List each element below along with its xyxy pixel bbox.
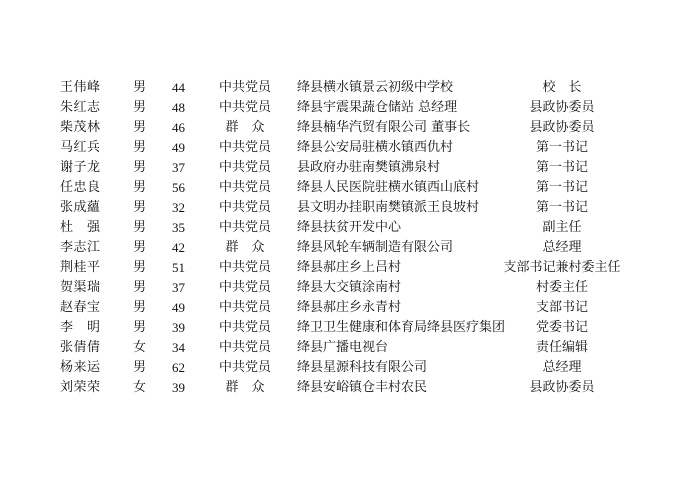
member-age: 44 bbox=[172, 80, 185, 95]
member-gender: 男 bbox=[133, 100, 147, 115]
roster-row bbox=[0, 118, 700, 138]
member-name: 杨来运 bbox=[60, 360, 101, 375]
member-gender: 男 bbox=[133, 80, 147, 95]
member-organization: 绛县大交镇涂南村 bbox=[297, 280, 402, 295]
member-political-status: 中共党员 bbox=[218, 320, 271, 335]
member-age: 46 bbox=[172, 120, 185, 135]
member-name: 谢子龙 bbox=[60, 160, 101, 175]
member-age: 62 bbox=[172, 360, 185, 375]
roster-row bbox=[0, 358, 700, 378]
member-political-status: 群 众 bbox=[225, 240, 265, 255]
member-position: 支部书记 bbox=[535, 300, 588, 315]
member-age: 34 bbox=[172, 340, 185, 355]
roster-row bbox=[0, 198, 700, 218]
member-organization: 绛县广播电视台 bbox=[297, 340, 389, 355]
roster-row bbox=[0, 378, 700, 398]
member-age: 49 bbox=[172, 140, 185, 155]
member-position: 第一书记 bbox=[535, 140, 588, 155]
member-position: 总经理 bbox=[542, 240, 582, 255]
member-organization: 绛县郝庄乡上吕村 bbox=[297, 260, 402, 275]
member-organization: 绛县扶贫开发中心 bbox=[297, 220, 402, 235]
member-age: 56 bbox=[172, 180, 185, 195]
member-gender: 男 bbox=[133, 200, 147, 215]
member-political-status: 中共党员 bbox=[218, 280, 271, 295]
member-political-status: 中共党员 bbox=[218, 360, 271, 375]
member-position: 县政协委员 bbox=[529, 100, 595, 115]
member-gender: 女 bbox=[133, 380, 147, 395]
member-position: 第一书记 bbox=[535, 160, 588, 175]
member-age: 49 bbox=[172, 300, 185, 315]
member-name: 王伟峰 bbox=[60, 80, 101, 95]
member-organization: 绛县风轮车辆制造有限公司 bbox=[297, 240, 454, 255]
member-position: 支部书记兼村委主任 bbox=[503, 260, 621, 275]
member-gender: 男 bbox=[133, 260, 147, 275]
member-age: 32 bbox=[172, 200, 185, 215]
member-age: 42 bbox=[172, 240, 185, 255]
member-age: 51 bbox=[172, 260, 185, 275]
member-political-status: 群 众 bbox=[225, 380, 265, 395]
member-name: 赵春宝 bbox=[60, 300, 101, 315]
member-position: 副主任 bbox=[542, 220, 582, 235]
roster-row bbox=[0, 98, 700, 118]
member-age: 48 bbox=[172, 100, 185, 115]
member-position: 校 长 bbox=[542, 80, 582, 95]
roster-row bbox=[0, 238, 700, 258]
member-position: 县政协委员 bbox=[529, 120, 595, 135]
roster-row bbox=[0, 298, 700, 318]
member-position: 第一书记 bbox=[535, 180, 588, 195]
member-political-status: 中共党员 bbox=[218, 300, 271, 315]
member-position: 责任编辑 bbox=[535, 340, 588, 355]
member-position: 党委书记 bbox=[535, 320, 588, 335]
member-organization: 绛县公安局驻横水镇西仇村 bbox=[297, 140, 454, 155]
member-organization: 绛县宇震果蔬仓储站 总经理 bbox=[297, 100, 458, 115]
member-gender: 男 bbox=[133, 300, 147, 315]
member-name: 李 明 bbox=[60, 320, 101, 335]
member-organization: 绛县横水镇景云初级中学校 bbox=[297, 80, 454, 95]
member-political-status: 群 众 bbox=[225, 120, 265, 135]
member-political-status: 中共党员 bbox=[218, 100, 271, 115]
roster-row bbox=[0, 318, 700, 338]
member-age: 37 bbox=[172, 280, 185, 295]
member-age: 39 bbox=[172, 380, 185, 395]
member-political-status: 中共党员 bbox=[218, 180, 271, 195]
member-gender: 男 bbox=[133, 220, 147, 235]
member-name: 张成蘊 bbox=[60, 200, 101, 215]
roster-row bbox=[0, 138, 700, 158]
member-position: 总经理 bbox=[542, 360, 582, 375]
member-position: 县政协委员 bbox=[529, 380, 595, 395]
member-name: 贺渠瑞 bbox=[60, 280, 101, 295]
member-name: 刘荣荣 bbox=[60, 380, 101, 395]
member-organization: 县政府办驻南樊镇沸泉村 bbox=[297, 160, 441, 175]
member-gender: 男 bbox=[133, 280, 147, 295]
roster-row bbox=[0, 338, 700, 358]
roster-row bbox=[0, 158, 700, 178]
member-name: 荆桂平 bbox=[60, 260, 101, 275]
roster-row bbox=[0, 218, 700, 238]
member-gender: 女 bbox=[133, 340, 147, 355]
member-gender: 男 bbox=[133, 240, 147, 255]
member-age: 35 bbox=[172, 220, 185, 235]
member-political-status: 中共党员 bbox=[218, 200, 271, 215]
member-political-status: 中共党员 bbox=[218, 160, 271, 175]
member-gender: 男 bbox=[133, 120, 147, 135]
member-organization: 县文明办挂职南樊镇派王良坡村 bbox=[297, 200, 480, 215]
member-political-status: 中共党员 bbox=[218, 340, 271, 355]
roster-row bbox=[0, 278, 700, 298]
member-political-status: 中共党员 bbox=[218, 260, 271, 275]
member-gender: 男 bbox=[133, 180, 147, 195]
member-organization: 绛县安峪镇仓丰村农民 bbox=[297, 380, 428, 395]
roster-row bbox=[0, 178, 700, 198]
member-organization: 绛县星源科技有限公司 bbox=[297, 360, 428, 375]
member-organization: 绛县楠华汽贸有限公司 董事长 bbox=[297, 120, 471, 135]
member-name: 任忠良 bbox=[60, 180, 101, 195]
member-name: 李志江 bbox=[60, 240, 101, 255]
member-gender: 男 bbox=[133, 360, 147, 375]
member-age: 37 bbox=[172, 160, 185, 175]
member-political-status: 中共党员 bbox=[218, 140, 271, 155]
member-name: 杜 强 bbox=[60, 220, 101, 235]
member-position: 村委主任 bbox=[535, 280, 588, 295]
member-name: 马红兵 bbox=[60, 140, 101, 155]
member-political-status: 中共党员 bbox=[218, 220, 271, 235]
member-organization: 绛卫卫生健康和体育局绛县医疗集团 bbox=[297, 320, 506, 335]
member-gender: 男 bbox=[133, 160, 147, 175]
member-political-status: 中共党员 bbox=[218, 80, 271, 95]
member-organization: 绛县郝庄乡永青村 bbox=[297, 300, 402, 315]
roster-row bbox=[0, 258, 700, 278]
member-name: 朱红志 bbox=[60, 100, 101, 115]
roster-row bbox=[0, 78, 700, 98]
member-gender: 男 bbox=[133, 320, 147, 335]
member-position: 第一书记 bbox=[535, 200, 588, 215]
member-organization: 绛县人民医院驻横水镇西山底村 bbox=[297, 180, 480, 195]
member-name: 张倩倩 bbox=[60, 340, 101, 355]
member-name: 柴茂林 bbox=[60, 120, 101, 135]
member-gender: 男 bbox=[133, 140, 147, 155]
member-age: 39 bbox=[172, 320, 185, 335]
